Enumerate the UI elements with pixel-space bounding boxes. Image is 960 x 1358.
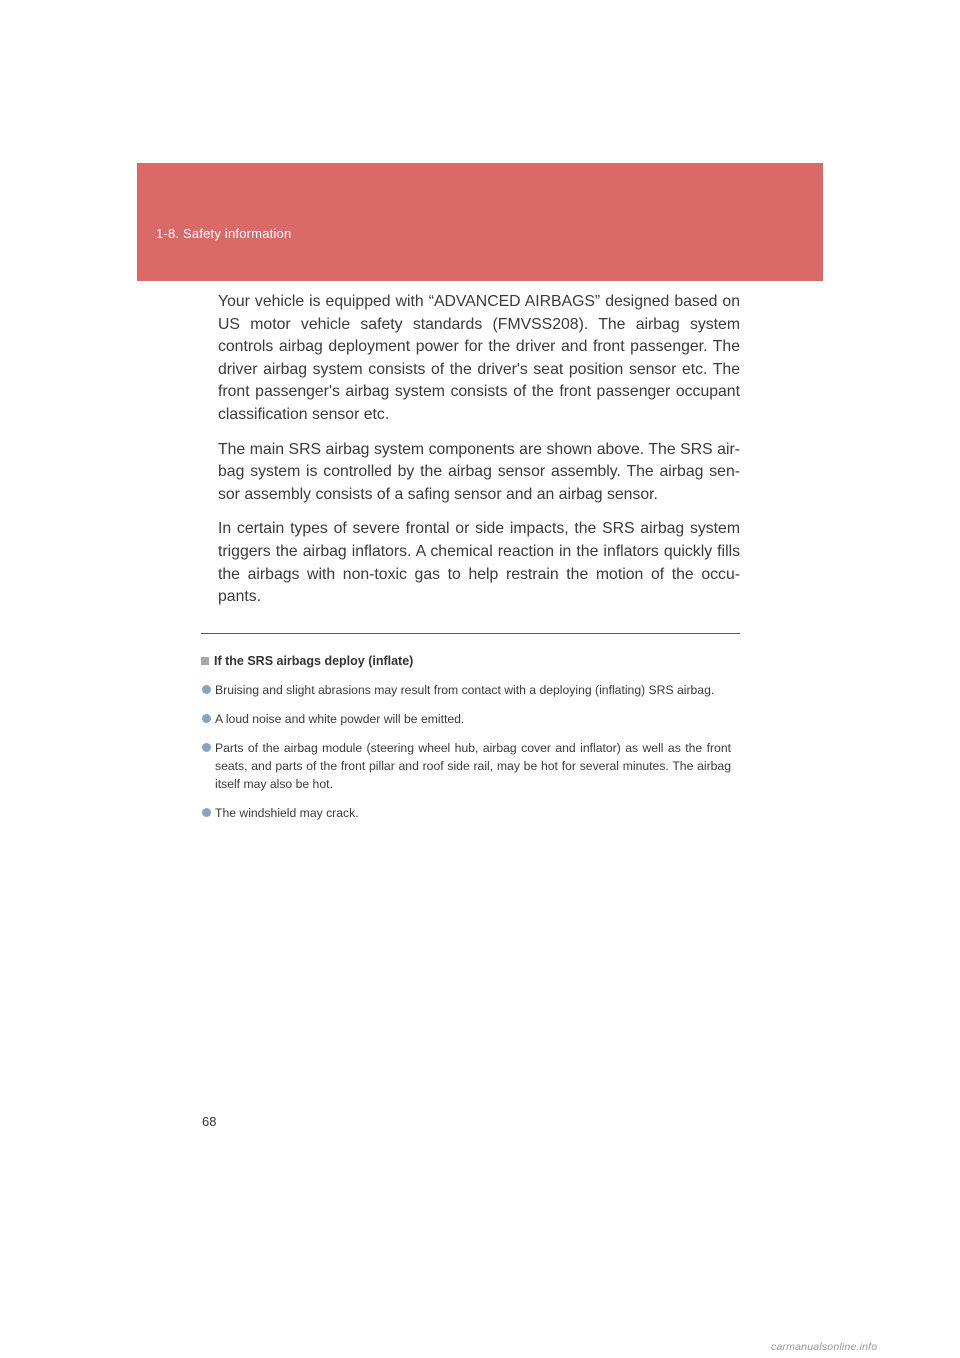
circle-bullet-icon: [202, 685, 211, 694]
paragraph-severe-impacts: In certain types of severe frontal or side impacts, the SRS airbag system triggers the airbag inflators. A chemical reaction in the inflators quickly fills the airbags with non-toxic gas to help restrain the motion of the occu-pants.: [218, 520, 740, 606]
list-item: [201, 710, 731, 728]
square-bullet-icon: [201, 657, 209, 665]
section-divider: [201, 633, 740, 634]
list-item: [201, 681, 731, 699]
paragraph-advanced-airbags: Your vehicle is equipped with “ADVANCED AIRBAGS” designed based on US motor vehicle safety standards (FMVSS208). The airbag system controls airbag deployment power for the driver and front passenger. The driver airbag system consists of the driver's seat position sensor etc. The front passenger's airbag system consists of the front passenger occupant classification sensor etc.: [218, 293, 740, 423]
watermark: carmanualsonline.info: [771, 1341, 878, 1353]
list-item-text: Parts of the airbag module (steering wheel hub, airbag cover and inflator) as well as the front seats, and parts of the front pillar and roof side rail, may be hot for several minutes. The airbag itself may also be hot.: [215, 741, 731, 791]
list-item: [201, 804, 731, 822]
notes-heading-text: If the SRS airbags deploy (inflate): [214, 654, 414, 668]
header-band: [137, 163, 823, 281]
circle-bullet-icon: [202, 808, 211, 817]
list-item-text: A loud noise and white powder will be emitted.: [215, 712, 465, 726]
paragraph-srs-components: The main SRS airbag system components are shown above. The SRS air-bag system is controlled by the airbag sensor assembly. The airbag sen-sor assembly consists of a safing sensor and an airbag sensor.: [218, 440, 740, 503]
body-text: [218, 291, 740, 621]
section-title: 1-8. Safety information: [156, 226, 292, 241]
circle-bullet-icon: [202, 714, 211, 723]
circle-bullet-icon: [202, 743, 211, 752]
page-number: 68: [202, 1114, 217, 1129]
list-item: [201, 739, 731, 793]
list-item-text: The windshield may crack.: [215, 806, 359, 820]
notes-section: [201, 654, 731, 833]
list-item-text: Bruising and slight abrasions may result from contact with a deploying (inflating) SRS airbag.: [215, 683, 715, 697]
notes-heading: [201, 654, 731, 668]
